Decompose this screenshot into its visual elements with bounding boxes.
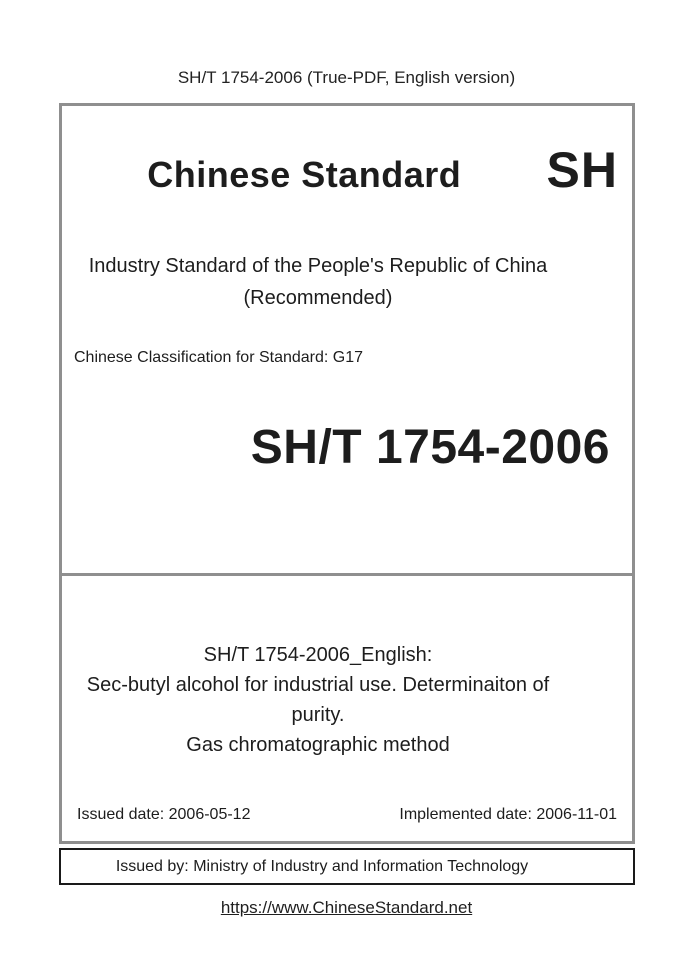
- standard-number: SH/T 1754-2006: [250, 421, 610, 474]
- document-title-line1: SH/T 1754-2006_English:: [203, 644, 433, 666]
- document-title-line2: Sec-butyl alcohol for industrial use. Determinaiton of purity.: [86, 674, 550, 726]
- sh-logo: SH: [546, 142, 618, 198]
- standard-cover-box: [59, 103, 635, 844]
- standard-type-line2: (Recommended): [243, 287, 393, 309]
- issued-date-label: Issued date: 2006-05-12: [77, 806, 251, 823]
- dates-row: [77, 806, 617, 824]
- page-header-title: SH/T 1754-2006 (True-PDF, English version): [177, 68, 516, 87]
- brand-title: Chinese Standard: [147, 154, 462, 195]
- classification-label: Chinese Classification for Standard: G17: [74, 349, 364, 366]
- standard-type-line1: Industry Standard of the People's Republic of China: [88, 255, 548, 277]
- implemented-date-label: Implemented date: 2006-11-01: [399, 806, 617, 823]
- document-title: [62, 640, 632, 760]
- issued-by-box: [59, 848, 635, 885]
- document-title-line3: Gas chromatographic method: [186, 734, 450, 756]
- cover-lower-section: [62, 576, 632, 841]
- site-link-row: [0, 898, 693, 918]
- cover-upper-section: [62, 106, 632, 576]
- brand-row: [62, 142, 632, 198]
- site-link[interactable]: https://www.ChineseStandard.net: [220, 898, 473, 917]
- issued-by-label: Issued by: Ministry of Industry and Information Technology: [115, 857, 529, 875]
